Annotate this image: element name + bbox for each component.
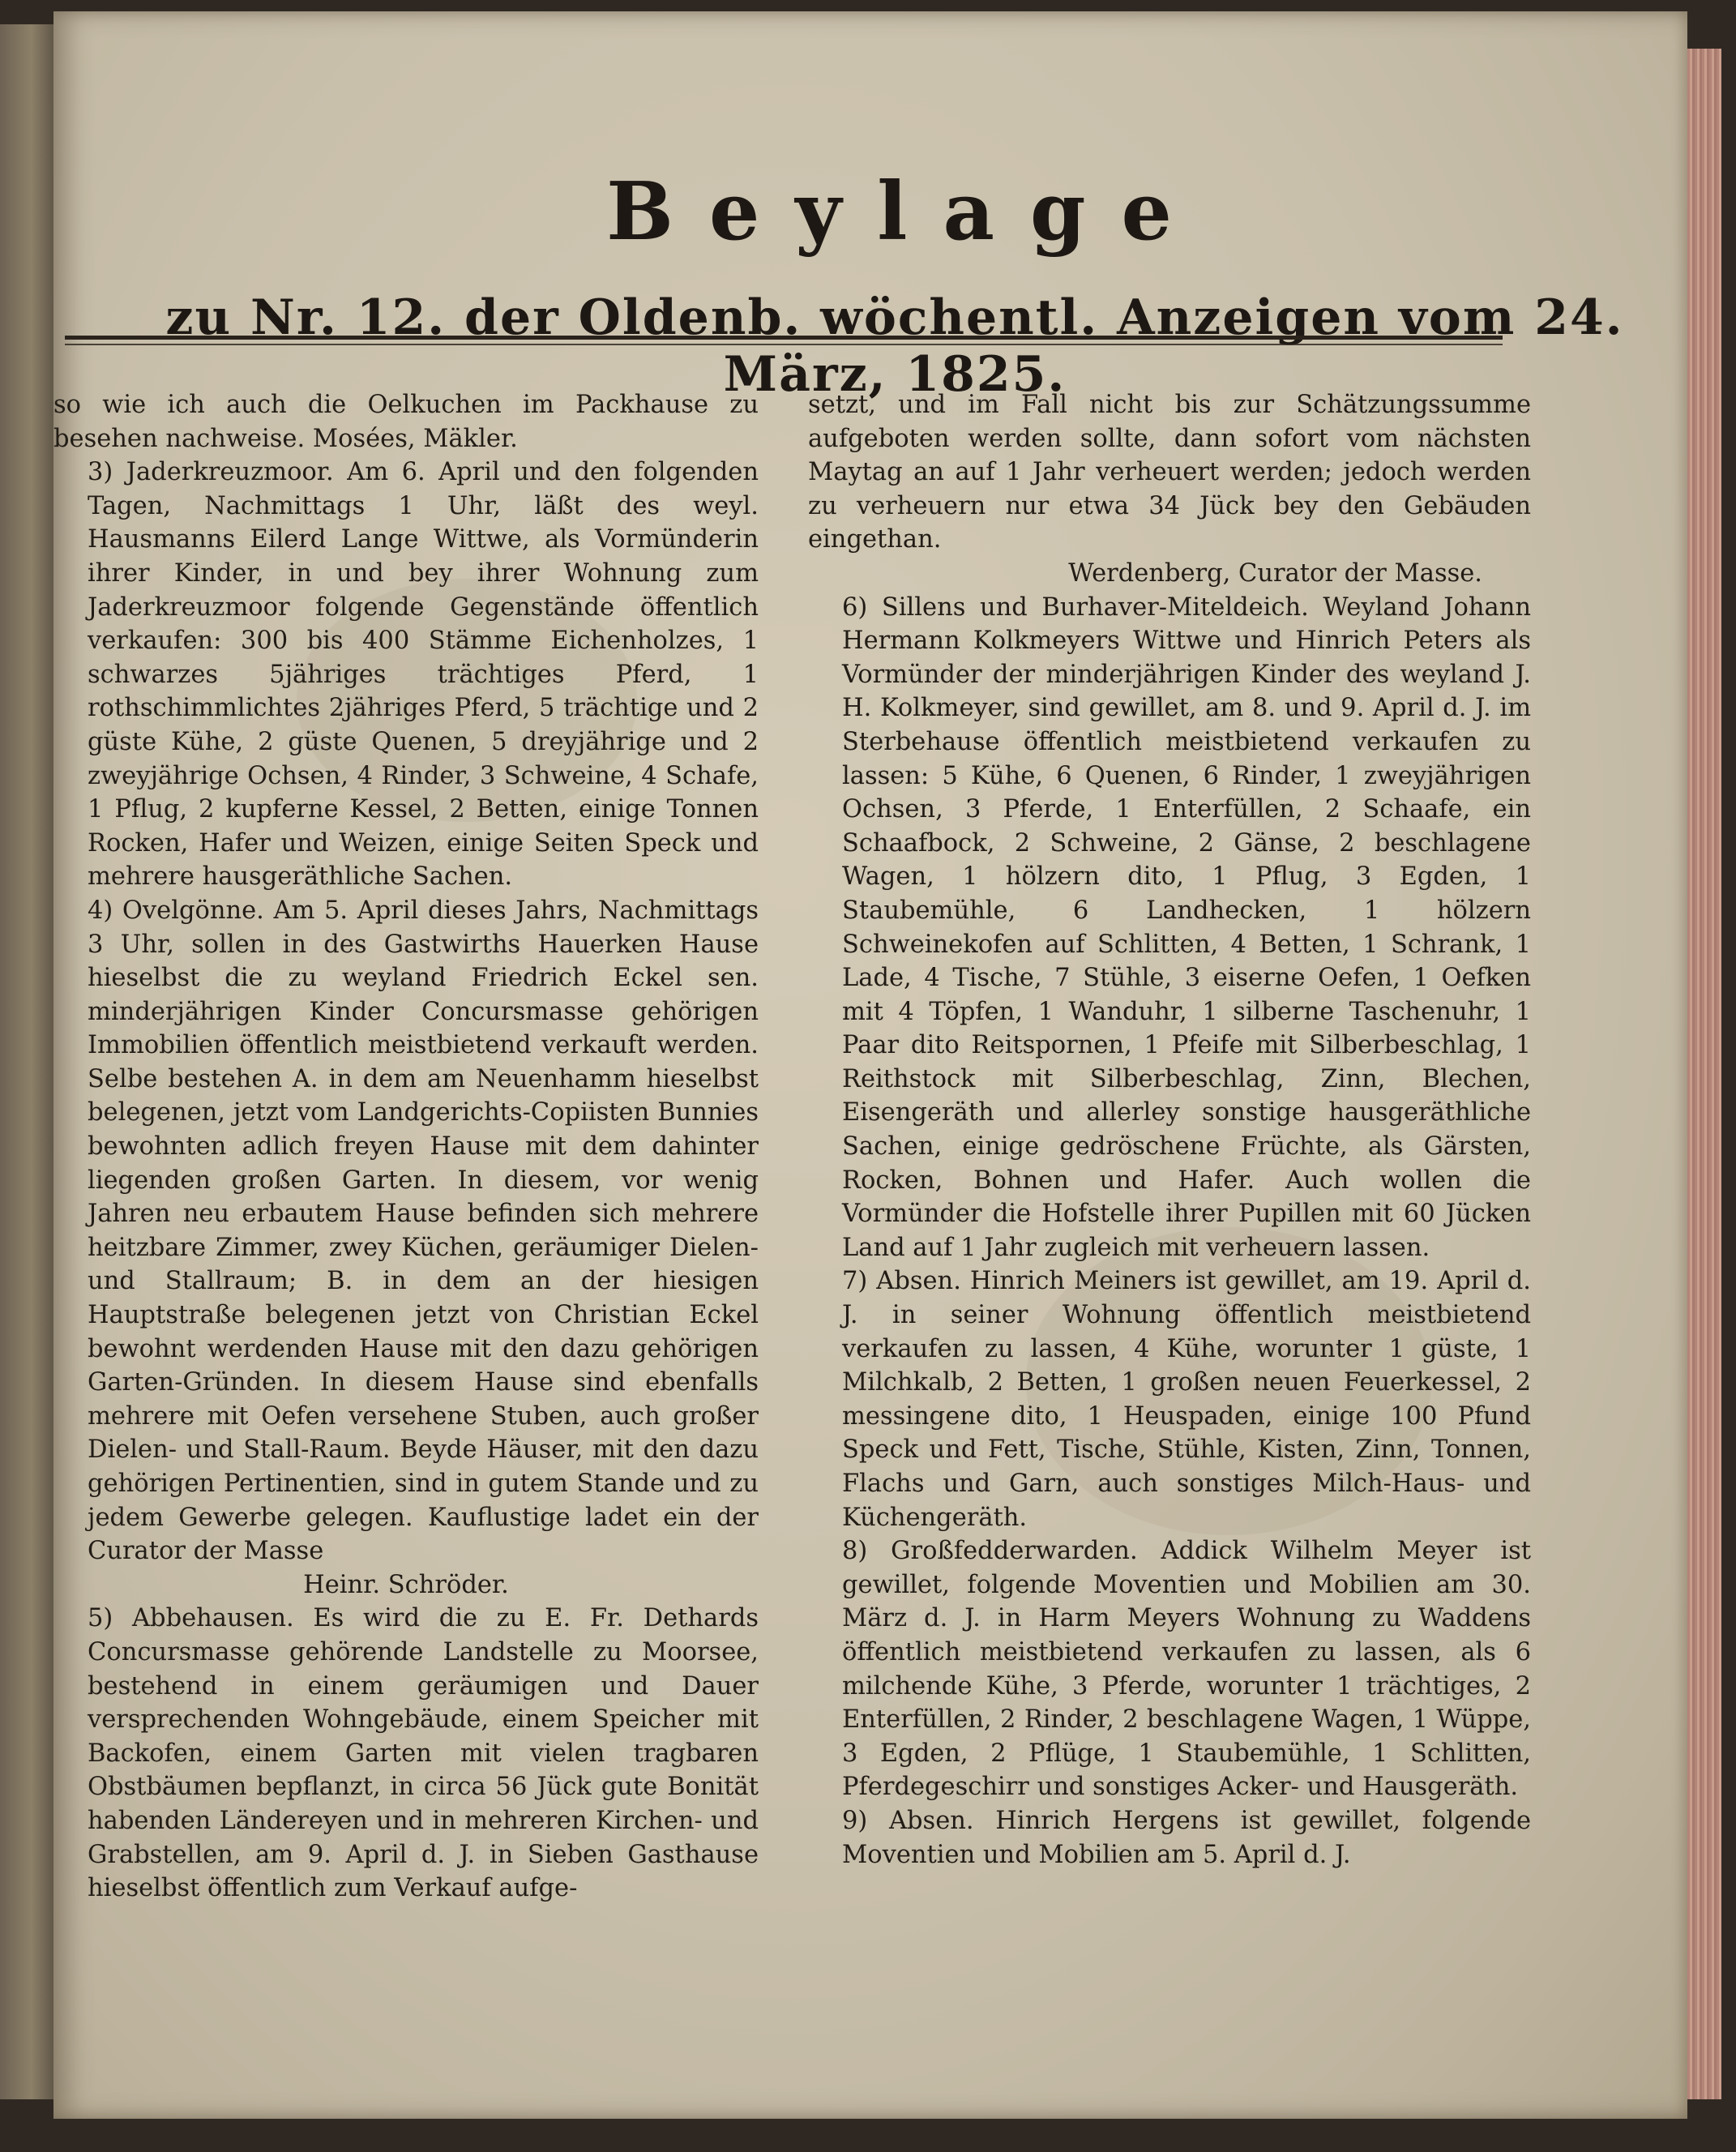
paragraph: setzt, und im Fall nicht bis zur Schätzungssumme aufgeboten werden sollte, dann sofort vom nächsten Maytag an auf 1 Jahr verheuert werden; jedoch werden zu verheuern nur etwa 34 Jück bey den Gebäuden eingethan. xyxy=(808,391,1531,554)
notice-6: 6) Sillens und Burhaver-Miteldeich. Weyland Johann Hermann Kolkmeyers Wittwe und Hinrich Peters als Vormünder der minderjährigen Kinder des weyland J. H. Kolkmeyer, sind gewillet, am 8. und 9. April d. J. im Sterbehause öffentlich meistbietend verkaufen zu lassen: 5 Kühe, 6 Quenen, 6 Rinder, 1 zweyjährigen Ochsen, 3 Pferde, 1 Enterfüllen, 2 Schaafe, ein Schaafbock, 2 Schweine, 2 Gänse, 2 beschlagene Wagen, 1 hölzern dito, 1 Pflug, 3 Egden, 1 Staubemühle, 6 Landhecken, 1 hölzern Schweinekofen auf Schlitten, 4 Betten, 1 Schrank, 1 Lade, 4 Tische, 7 Stühle, 3 eiserne Oefen, 1 Oefken mit 4 Töpfen, 1 Wanduhr, 1 silberne Taschenuhr, 1 Paar dito Reitspornen, 1 Pfeife mit Silberbeschlag, 1 Reithstock mit Silberbeschlag, Zinn, Blechen, Eisengeräth und allerley sonstige hausgeräthliche Sachen, einige gedröschene Früchte, als Gärsten, Rocken, Bohnen und Hafer. Auch wollen die Vormünder die Hofstelle ihrer Pupillen mit 60 Jücken Land auf 1 Jahr zugleich mit verheuern lassen. xyxy=(842,593,1531,1262)
signature: Werdenberg, Curator der Masse. xyxy=(1068,558,1482,588)
newspaper-page xyxy=(53,11,1687,2119)
header-rule-thin xyxy=(65,344,1503,345)
notice-9: 9) Absen. Hinrich Hergens ist gewillet, folgende Moventien und Mobilien am 5. April d. J. xyxy=(842,1806,1531,1869)
notice-5: 5) Abbehausen. Es wird die zu E. Fr. Dethards Concursmasse gehörende Landstelle zu Moorsee, bestehend in einem geräumigen und Dauer versprechenden Wohngebäude, einem Speicher mit Backofen, einem Garten mit vielen tragbaren Obstbäumen bepflanzt, in circa 56 Jück gute Bonität habenden Ländereyen und in mehreren Kirchen- und Grabstellen, am 9. April d. J. in Sieben Gasthause hieselbst öffentlich zum Verkauf aufge- xyxy=(88,1604,759,1903)
page-title: Beylage xyxy=(606,165,1208,259)
notice-7: 7) Absen. Hinrich Meiners ist gewillet, am 19. April d. J. in seiner Wohnung öffentlich meistbietend verkaufen zu lassen, 4 Kühe, worunter 1 güste, 1 Milchkalb, 2 Betten, 1 großen neuen Feuerkessel, 2 messingene dito, 1 Heuspaden, einige 100 Pfund Speck und Fett, Tische, Stühle, Kisten, Zinn, Tonnen, Flachs und Garn, auch sonstiges Milch-Haus- und Küchengeräth. xyxy=(842,1267,1531,1532)
masthead xyxy=(53,165,1687,403)
notice-4: 4) Ovelgönne. Am 5. April dieses Jahrs, Nachmittags 3 Uhr, sollen in des Gastwirths Hauerken Hause hieselbst die zu weyland Friedrich Eckel sen. minderjährigen Kinder Concursmasse gehörigen Immobilien öffentlich meistbietend verkauft werden. Selbe bestehen A. in dem am Neuenhamm hieselbst belegenen, jetzt vom Landgerichts-Copiisten Bunnies bewohnten adlich freyen Hause mit dem dahinter liegenden großen Garten. In diesem, vor wenig Jahren neu erbautem Hause befinden sich mehrere heitzbare Zimmer, zwey Küchen, geräumiger Dielen- und Stallraum; B. in dem an der hiesigen Hauptstraße belegenen jetzt von Christian Eckel bewohnt werdenden Hause mit den dazu gehörigen Garten-Gründen. In diesem Hause sind ebenfalls mehrere mit Oefen versehene Stuben, auch großer Dielen- und Stall-Raum. Beyde Häuser, mit den dazu gehörigen Pertinentien, sind in gutem Stande und zu jedem Gewerbe gelegen. Kauflustige ladet ein der Curator der Masse xyxy=(88,896,759,1566)
page-subtitle: zu Nr. 12. der Oldenb. wöchentl. Anzeigen vom 24. März, 1825. xyxy=(165,289,1624,403)
paragraph: so wie ich auch die Oelkuchen im Packhause zu besehen nachweise. Mosées, Mäkler. xyxy=(53,391,759,453)
header-rule xyxy=(65,336,1503,340)
notice-8: 8) Großfedderwarden. Addick Wilhelm Meyer ist gewillet, folgende Moventien und Mobilien am 30. März d. J. in Harm Meyers Wohnung zu Waddens öffentlich meistbietend verkaufen zu lassen, als 6 milchende Kühe, 3 Pferde, worunter 1 trächtiges, 2 Enterfüllen, 2 Rinder, 2 beschlagene Wagen, 1 Wüppe, 3 Egden, 2 Pflüge, 1 Staubemühle, 1 Schlitten, Pferdegeschirr und sonstiges Acker- und Hausgeräth. xyxy=(842,1537,1531,1802)
previous-page-edge xyxy=(0,24,57,2099)
signature: Heinr. Schröder. xyxy=(303,1570,509,1599)
notice-3: 3) Jaderkreuzmoor. Am 6. April und den folgenden Tagen, Nachmittags 1 Uhr, läßt des weyl. Hausmanns Eilerd Lange Wittwe, als Vormünderin ihrer Kinder, in und bey ihrer Wohnung zum Jaderkreuzmoor folgende Gegenstände öffentlich verkaufen: 300 bis 400 Stämme Eichenholzes, 1 schwarzes 5jähriges trächtiges Pferd, 1 rothschimmlichtes 2jähriges Pferd, 5 trächtige und 2 güste Kühe, 2 güste Quenen, 5 dreyjährige und 2 zweyjährige Ochsen, 4 Rinder, 3 Schweine, 4 Schafe, 1 Pflug, 2 kupferne Kessel, 2 Betten, einige Tonnen Rocken, Hafer und Weizen, einige Seiten Speck und mehrere hausgeräthliche Sachen. xyxy=(88,458,759,892)
page-stack-edge xyxy=(1687,49,1721,2099)
right-column xyxy=(808,388,1531,2009)
left-column xyxy=(53,388,759,2009)
